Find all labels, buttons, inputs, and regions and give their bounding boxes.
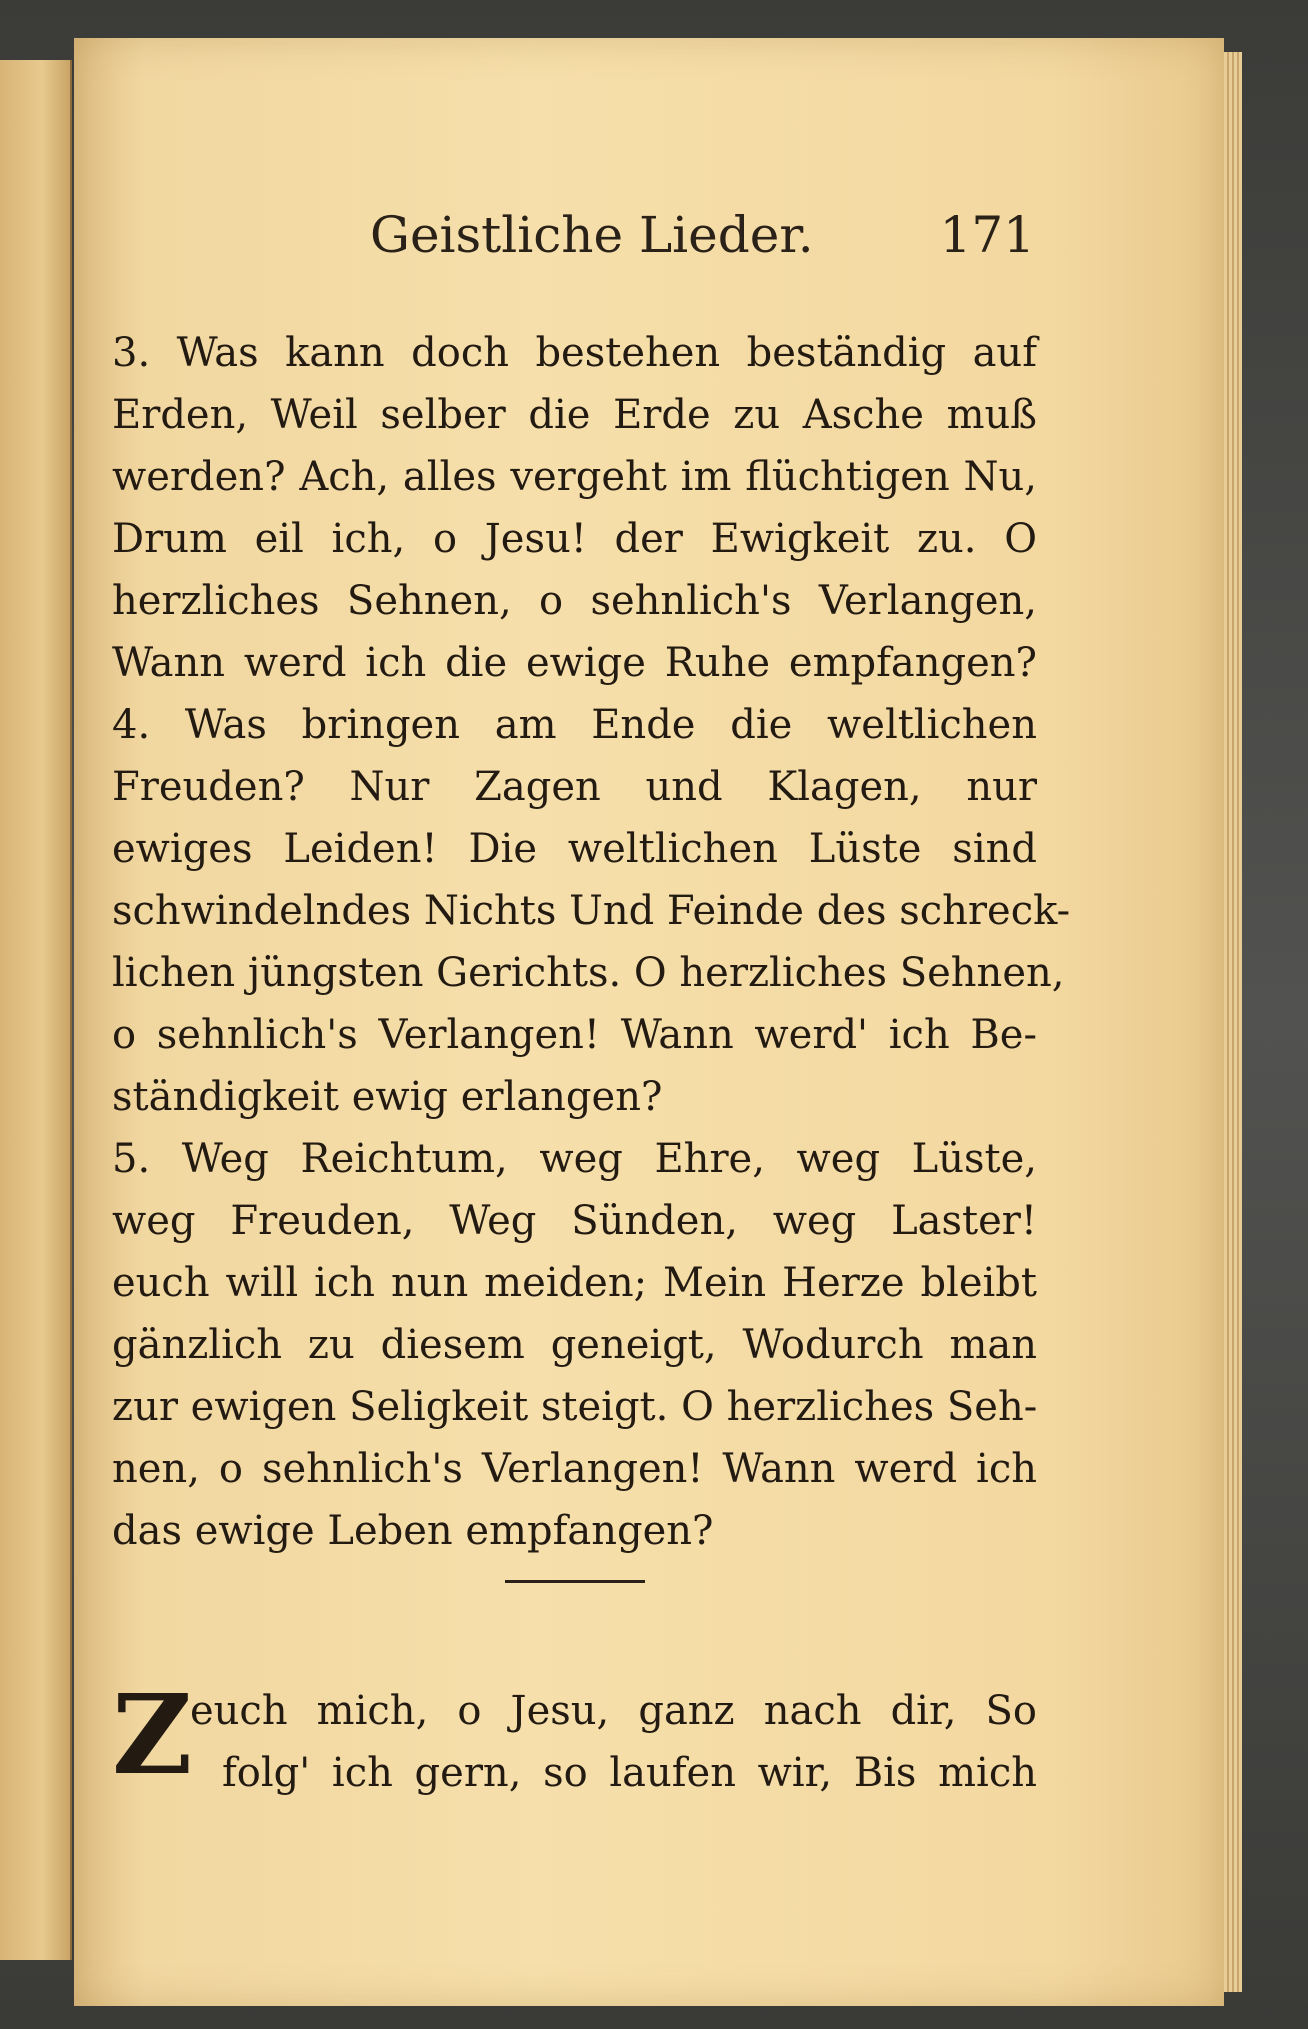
page-block-edge xyxy=(1224,52,1242,1992)
facing-page-edge xyxy=(0,60,72,1960)
next-hymn xyxy=(112,1670,1037,1804)
text-line: gänzlich zu diesem geneigt, Wodurch man xyxy=(112,1322,1037,1368)
text-line: lichen jüngsten Gerichts. O herzliches Sehnen, xyxy=(112,950,1065,996)
text-line: ständigkeit ewig erlangen? xyxy=(112,1074,663,1120)
text-line: werden? Ach, alles vergeht im flüchtigen Nu, xyxy=(112,454,1037,500)
hymn-verses xyxy=(112,322,1071,1562)
text-line: Erden, Weil selber die Erde zu Asche muß xyxy=(112,392,1037,438)
text-line: das ewige Leben empfangen? xyxy=(112,1508,714,1554)
text-line: weg Freuden, Weg Sünden, weg Laster! xyxy=(112,1198,1037,1244)
text-line: 4. Was bringen am Ende die weltlichen xyxy=(112,702,1037,748)
text-line: nen, o sehnlich's Verlangen! Wann werd ich xyxy=(112,1446,1037,1492)
text-line: zur ewigen Seligkeit steigt. O herzliches Seh- xyxy=(112,1384,1038,1430)
running-title: Geistliche Lieder. xyxy=(370,206,814,264)
drop-cap: Z xyxy=(112,1670,193,1799)
text-line: Wann werd ich die ewige Ruhe empfangen? xyxy=(112,640,1037,686)
text-line: schwindelndes Nichts Und Feinde des schreck- xyxy=(112,888,1071,934)
text-line: 5. Weg Reichtum, weg Ehre, weg Lüste, xyxy=(112,1136,1037,1182)
section-divider xyxy=(505,1580,645,1583)
verse-5 xyxy=(112,1128,1037,1562)
text-line: 3. Was kann doch bestehen beständig auf xyxy=(112,330,1037,376)
page-number: 171 xyxy=(939,206,1035,264)
text-line: Drum eil ich, o Jesu! der Ewigkeit zu. O xyxy=(112,516,1037,562)
verse-4 xyxy=(112,694,1071,1128)
text-line: ewiges Leiden! Die weltlichen Lüste sind xyxy=(112,826,1037,872)
text-line: Freuden? Nur Zagen und Klagen, nur xyxy=(112,764,1037,810)
text-line: folg' ich gern, so laufen wir, Bis mich xyxy=(222,1750,1037,1796)
verse-3 xyxy=(112,322,1037,694)
text-line: o sehnlich's Verlangen! Wann werd' ich Be- xyxy=(112,1012,1037,1058)
text-line: euch mich, o Jesu, ganz nach dir, So xyxy=(190,1688,1037,1734)
page-header xyxy=(370,200,1035,270)
text-line: herzliches Sehnen, o sehnlich's Verlangen, xyxy=(112,578,1037,624)
text-line: euch will ich nun meiden; Mein Herze bleibt xyxy=(112,1260,1037,1306)
